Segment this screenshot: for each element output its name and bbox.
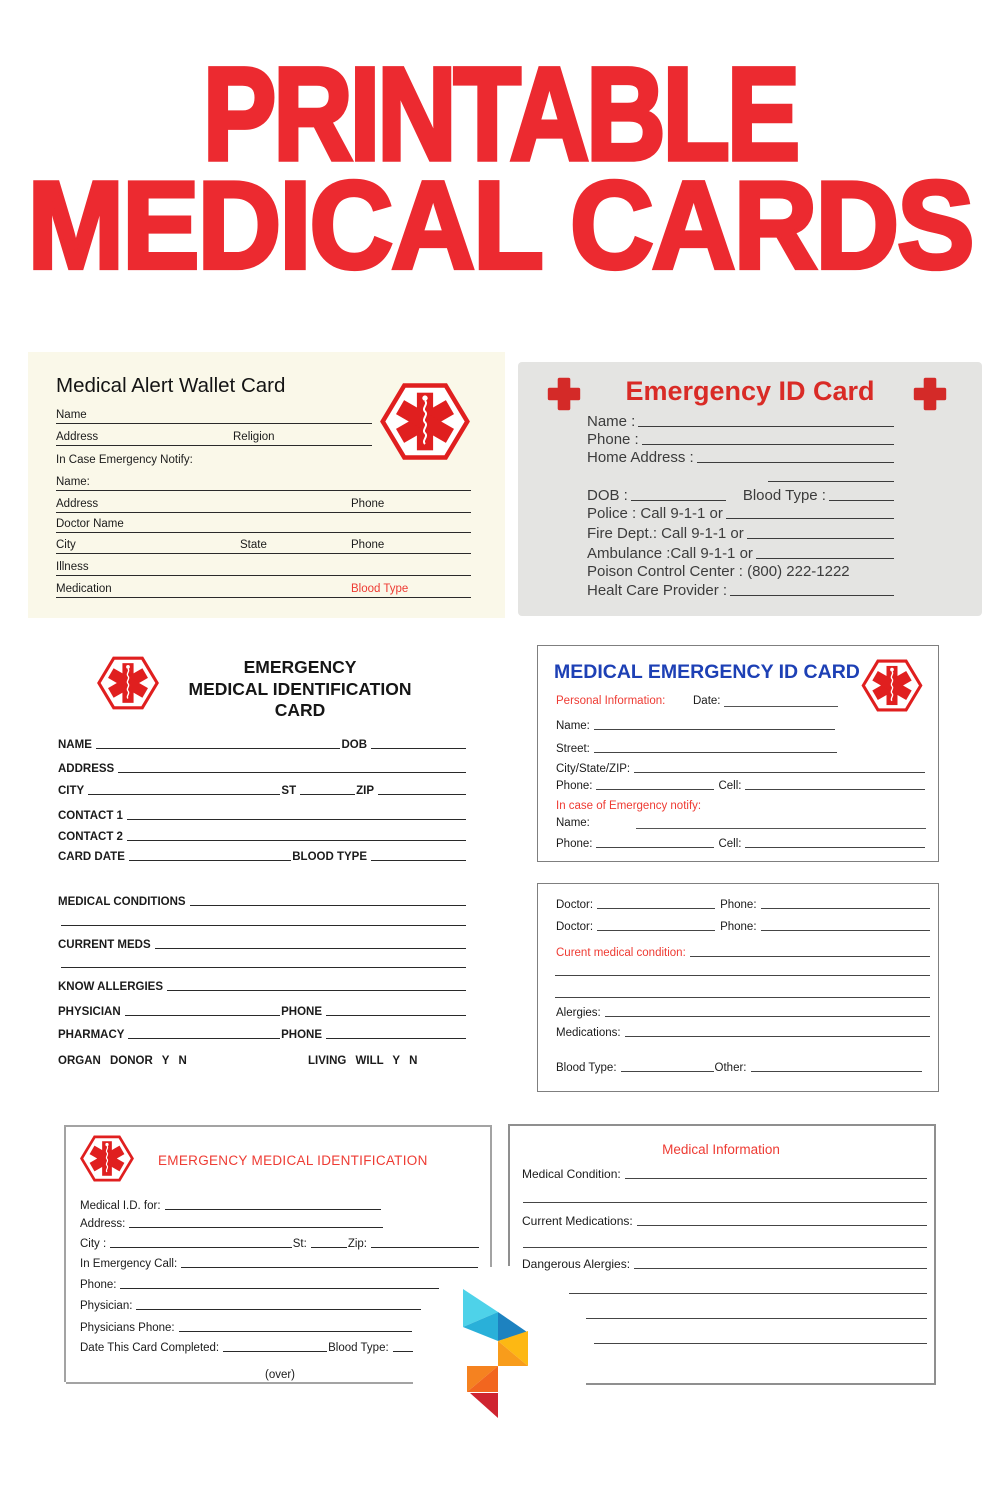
blank-line bbox=[371, 748, 466, 749]
blank-line bbox=[371, 860, 466, 861]
card-title: EMERGENCY MEDICAL IDENTIFICATION bbox=[158, 1153, 428, 1168]
street-row: Street: bbox=[556, 737, 838, 755]
blank-line bbox=[120, 1288, 439, 1289]
blank-line bbox=[61, 925, 466, 926]
notify-phone-cell-row: Phone: Cell: bbox=[556, 832, 926, 850]
address-religion-row: Address Religion bbox=[56, 425, 372, 446]
blank-line bbox=[745, 847, 925, 848]
blank-line bbox=[596, 789, 714, 790]
blank-line bbox=[724, 706, 838, 707]
blank-row bbox=[522, 1232, 928, 1250]
blank-line bbox=[586, 1318, 927, 1319]
blank-line bbox=[190, 905, 466, 906]
doctor1-row: Doctor: Phone: bbox=[556, 893, 931, 911]
illness-row: Illness bbox=[56, 555, 471, 576]
city-st-zip-row: City : St: Zip: bbox=[80, 1232, 480, 1250]
blank-line bbox=[523, 1247, 927, 1248]
blank-line bbox=[88, 794, 280, 795]
blank-line bbox=[165, 1209, 381, 1210]
blank-line bbox=[311, 1247, 347, 1248]
medication-bloodtype-row: Medication Blood Type bbox=[56, 577, 471, 598]
pharmacy-phone-row: PHARMACY PHONE bbox=[58, 1023, 467, 1041]
blank-line bbox=[569, 1293, 927, 1294]
blank-line bbox=[181, 1267, 478, 1268]
page-title-line1: PRINTABLE bbox=[202, 40, 798, 189]
star-of-life-icon bbox=[380, 381, 470, 462]
blank-line bbox=[96, 748, 341, 749]
blank-line bbox=[747, 538, 894, 539]
city-st-zip-row: CITY ST ZIP bbox=[58, 779, 467, 797]
blank-row bbox=[554, 982, 931, 1000]
blank-line bbox=[597, 908, 715, 909]
card-border-segment bbox=[586, 1383, 936, 1385]
name-row: Name: bbox=[556, 714, 836, 732]
contact2-row: CONTACT 2 bbox=[58, 825, 467, 843]
blank-line bbox=[594, 729, 835, 730]
address-row: ADDRESS bbox=[58, 757, 467, 775]
notify-address-phone-row: Address Phone bbox=[56, 492, 471, 513]
blank-line bbox=[621, 1071, 714, 1072]
address-row: Address: bbox=[80, 1212, 384, 1230]
blank-row bbox=[568, 1278, 928, 1296]
medical-information-card bbox=[508, 1124, 936, 1383]
address-continuation-row bbox=[767, 465, 895, 485]
notify-name-row: Name: bbox=[56, 470, 471, 491]
blank-line bbox=[594, 752, 837, 753]
police-row: Police : Call 9-1-1 or bbox=[587, 502, 895, 522]
name-dob-row: NAME DOB bbox=[58, 733, 467, 751]
blank-line bbox=[167, 990, 466, 991]
poison-control-row: Poison Control Center : (800) 222-1222 bbox=[587, 563, 850, 580]
page-title-line2: MEDICAL CARDS bbox=[27, 155, 973, 295]
blank-line bbox=[726, 518, 894, 519]
doctor2-row: Doctor: Phone: bbox=[556, 915, 931, 933]
card-title: Emergency ID Card bbox=[625, 376, 875, 406]
blank-line bbox=[761, 930, 930, 931]
phone-cell-row: Phone: Cell: bbox=[556, 774, 926, 792]
medical-conditions-row: MEDICAL CONDITIONS bbox=[58, 890, 467, 908]
emergency-call-row: In Emergency Call: bbox=[80, 1252, 479, 1270]
date-completed-bloodtype-row: Date This Card Completed: Blood Type: bbox=[80, 1336, 407, 1354]
contact1-row: CONTACT 1 bbox=[58, 804, 467, 822]
name-row: Name : bbox=[587, 410, 895, 430]
brand-triangle-logo bbox=[462, 1286, 530, 1424]
blank-line bbox=[125, 1015, 280, 1016]
blank-line bbox=[155, 948, 466, 949]
blank-line bbox=[128, 1038, 280, 1039]
blank-line bbox=[326, 1015, 466, 1016]
know-allergies-row: KNOW ALLERGIES bbox=[58, 975, 467, 993]
condition-row: Curent medical condition: bbox=[556, 941, 931, 959]
blank-line bbox=[129, 860, 291, 861]
blank-line bbox=[761, 908, 930, 909]
blank-line bbox=[594, 1343, 927, 1344]
card-title: EMERGENCY MEDICAL IDENTIFICATION CARD bbox=[188, 657, 412, 720]
blank-line bbox=[768, 481, 894, 482]
fire-row: Fire Dept.: Call 9-1-1 or bbox=[587, 522, 895, 542]
medical-condition-row: Medical Condition: bbox=[522, 1163, 928, 1181]
alergies-row: Alergies: bbox=[556, 1001, 931, 1019]
doctor-information-card bbox=[537, 883, 939, 1092]
blank-line bbox=[127, 819, 466, 820]
medications-row: Medications: bbox=[556, 1021, 931, 1039]
card-title: MEDICAL EMERGENCY ID CARD bbox=[554, 661, 860, 683]
card-title: Medical Alert Wallet Card bbox=[56, 374, 286, 397]
notify-name-row: Name: bbox=[556, 813, 926, 831]
card-title: Medical Information bbox=[662, 1142, 780, 1157]
blank-line bbox=[393, 1351, 413, 1352]
blank-line bbox=[127, 840, 466, 841]
blank-line bbox=[636, 828, 926, 829]
physician-row: Physician: bbox=[80, 1294, 422, 1312]
blank-line bbox=[326, 1038, 466, 1039]
emergency-id-card bbox=[518, 362, 982, 616]
provider-row: Healt Care Provider : bbox=[587, 579, 895, 599]
blank-line bbox=[371, 1247, 479, 1248]
over-note: (over) bbox=[264, 1369, 296, 1381]
blank-line bbox=[555, 975, 930, 976]
blank-line bbox=[829, 500, 894, 501]
blank-line bbox=[631, 500, 726, 501]
blank-line bbox=[555, 997, 930, 998]
name-row: Name bbox=[56, 403, 372, 424]
blank-line bbox=[697, 462, 894, 463]
blank-line bbox=[625, 1036, 930, 1037]
blank-line bbox=[300, 794, 355, 795]
emergency-notify-heading: In case of Emergency notify: bbox=[556, 800, 702, 812]
notify-heading: In Case Emergency Notify: bbox=[56, 454, 193, 466]
blank-line bbox=[634, 772, 925, 773]
blank-line bbox=[605, 1016, 930, 1017]
phone-row: Phone : bbox=[587, 428, 895, 448]
blank-line bbox=[179, 1331, 412, 1332]
blank-line bbox=[637, 1225, 927, 1226]
ambulance-row: Ambulance :Call 9-1-1 or bbox=[587, 542, 895, 562]
card-border-segment bbox=[490, 1127, 492, 1267]
bloodtype-other-row: Blood Type: Other: bbox=[556, 1056, 923, 1074]
carddate-bloodtype-row: CARD DATE BLOOD TYPE bbox=[58, 845, 467, 863]
blank-line bbox=[523, 1202, 927, 1203]
current-meds-row: CURRENT MEDS bbox=[58, 933, 467, 951]
personal-info-date-row: Personal Information: Date: bbox=[556, 691, 838, 709]
blank-line bbox=[745, 789, 925, 790]
blank-line bbox=[110, 1247, 292, 1248]
physicians-phone-row: Physicians Phone: bbox=[80, 1316, 413, 1334]
blank-line bbox=[730, 595, 894, 596]
blank-line bbox=[751, 1071, 923, 1072]
blank-line bbox=[223, 1351, 327, 1352]
blank-line bbox=[136, 1309, 421, 1310]
blank-line bbox=[61, 967, 466, 968]
blank-row bbox=[585, 1303, 928, 1321]
phone-row: Phone: bbox=[80, 1273, 440, 1291]
blank-line bbox=[597, 930, 715, 931]
blank-line bbox=[634, 1268, 927, 1269]
emergency-medical-identification-card: EMERGENCY MEDICAL IDENTIFICATION CARD NAME DOB ADDRESS CITY ST ZIP CONTACT 1 CONTACT 2 CARD DATE BLOOD TYPE MEDICAL CONDITIONS CURRENT MEDS KNOW ALLERGIES PHYSICIAN PHONE PHARMACY PHONE ORGAN DONOR Y N LIVING WILL Y N bbox=[40, 645, 490, 1095]
blank-line bbox=[596, 847, 714, 848]
blank-row bbox=[593, 1328, 928, 1346]
emergency-medical-identification-wallet-card bbox=[64, 1125, 492, 1382]
blank-line bbox=[638, 426, 894, 427]
star-of-life-icon bbox=[860, 658, 924, 713]
blank-line bbox=[129, 1227, 383, 1228]
medical-id-for-row: Medical I.D. for: bbox=[80, 1194, 382, 1212]
doctor-name-row: Doctor Name bbox=[56, 512, 471, 533]
star-of-life-icon bbox=[80, 1132, 134, 1185]
blank-line bbox=[378, 794, 466, 795]
medical-alert-wallet-card bbox=[28, 352, 505, 618]
home-address-row: Home Address : bbox=[587, 446, 895, 466]
blank-line bbox=[756, 558, 894, 559]
blank-row bbox=[60, 952, 467, 970]
blank-line bbox=[625, 1178, 927, 1179]
current-medications-row: Current Medications: bbox=[522, 1210, 928, 1228]
blank-row bbox=[60, 910, 467, 928]
dangerous-alergies-row: Dangerous Alergies: bbox=[522, 1253, 928, 1271]
blank-line bbox=[118, 772, 466, 773]
physician-phone-row: PHYSICIAN PHONE bbox=[58, 1000, 467, 1018]
blank-line bbox=[642, 444, 894, 445]
medical-emergency-id-card bbox=[537, 645, 939, 862]
blank-row bbox=[522, 1187, 928, 1205]
city-state-phone-row: City State Phone bbox=[56, 533, 471, 554]
dob-bloodtype-row: DOB : Blood Type : bbox=[587, 484, 895, 504]
blank-line bbox=[690, 956, 930, 957]
city-state-zip-row: City/State/ZIP: bbox=[556, 757, 926, 775]
blank-row bbox=[554, 960, 931, 978]
